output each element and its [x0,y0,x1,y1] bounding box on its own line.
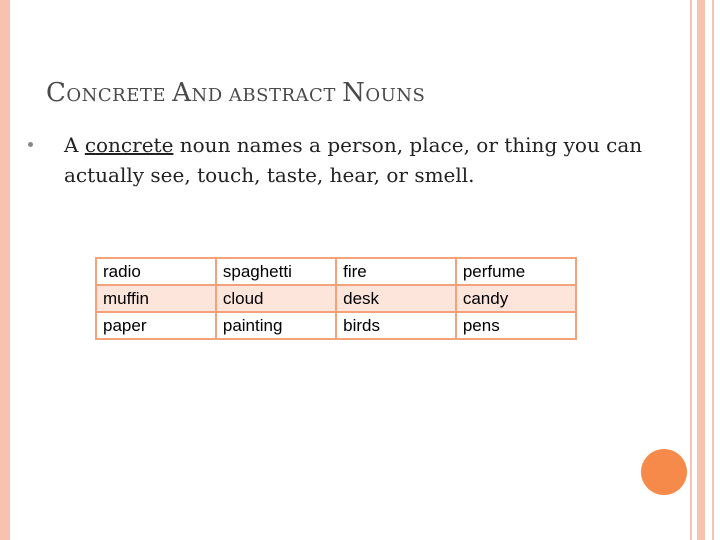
table-cell: cloud [216,285,336,312]
right-decorative-border [712,0,714,540]
bullet-prefix: A [64,133,85,157]
table-cell: fire [336,258,456,285]
table-cell: spaghetti [216,258,336,285]
table-cell: perfume [456,258,576,285]
title-part: ONCRETE [66,85,173,106]
concrete-nouns-table [95,257,577,340]
title-part: ND ABSTRACT [191,85,343,106]
title-part: C [46,78,67,108]
table-cell: candy [456,285,576,312]
orange-circle-icon [641,449,687,495]
right-decorative-border [690,0,692,540]
table-row [96,312,576,339]
table-cell: desk [336,285,456,312]
bullet-rest: noun names a person, place, or thing you can actually see, touch, taste, hear, or smell. [64,133,643,187]
title-part: A [172,78,192,108]
slide-title [46,78,425,108]
table-cell: paper [96,312,216,339]
table-cell: birds [336,312,456,339]
table-cell: pens [456,312,576,339]
left-decorative-border [0,0,10,540]
title-part: OUNS [365,85,426,106]
table-cell: painting [216,312,336,339]
table-cell: muffin [96,285,216,312]
underlined-term: concrete [84,133,174,157]
right-decorative-border [697,0,705,540]
table-row [96,258,576,285]
bullet-dot-icon [28,142,33,147]
table-cell: radio [96,258,216,285]
bullet-text [64,130,664,190]
title-part: N [342,78,366,108]
table-row [96,285,576,312]
